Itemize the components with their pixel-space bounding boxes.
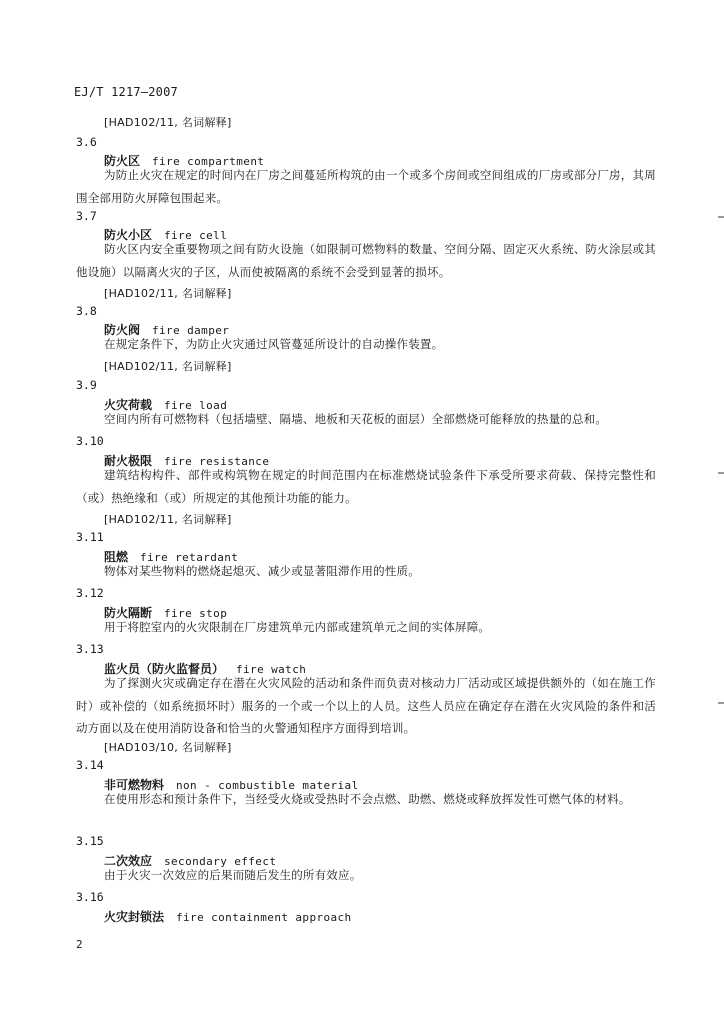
page-number: 2	[76, 938, 83, 951]
entry-number: 3.8	[76, 304, 97, 318]
term-en: secondary effect	[164, 855, 277, 868]
entry-definition: 建筑结构构件、部件或构筑物在规定的时间范围内在标准燃烧试验条件下承受所要求荷载、保持完整性和（或）热绝缘和（或）所规定的其他预计功能的能力。	[76, 468, 656, 505]
entry-number: 3.15	[76, 834, 104, 848]
entry-definition: 在使用形态和预计条件下，当经受火烧或受热时不会点燃、助燃、燃烧或释放挥发性可燃气体的材料。	[104, 792, 631, 806]
term-cn: 阻燃	[104, 550, 129, 564]
entry-definition: 为防止火灾在规定的时间内在厂房之间蔓延所构筑的由一个或多个房间或空间组成的厂房或部分厂房，其周围全部用防火屏障包围起来。	[76, 168, 656, 205]
entry-number: 3.16	[76, 890, 104, 904]
term-cn: 二次效应	[104, 854, 153, 868]
entry-definition: 防火区内安全重要物项之间有防火设施（如限制可燃物料的数量、空间分隔、固定灭火系统、防火涂层或其他设施）以隔离火灾的子区，从而使被隔离的系统不会受到显著的损坏。	[76, 242, 656, 279]
entry-number: 3.6	[76, 135, 97, 149]
entry-reference: [HAD103/10, 名词解释]	[104, 741, 232, 754]
term-en: fire resistance	[164, 455, 270, 468]
entry-definition: 用于将腔室内的火灾限制在厂房建筑单元内部或建筑单元之间的实体屏障。	[104, 620, 491, 634]
term-en: fire watch	[236, 663, 307, 676]
scan-edge-mark	[718, 472, 724, 474]
term-en: fire containment approach	[176, 911, 352, 924]
entry-definition: 由于火灾一次效应的后果而随后发生的所有效应。	[104, 868, 362, 882]
reference-top: [HAD102/11, 名词解释]	[104, 116, 232, 129]
term-en: fire damper	[152, 324, 230, 337]
entry-number: 3.11	[76, 530, 104, 544]
entry-reference: [HAD102/11, 名词解释]	[104, 513, 232, 526]
term-cn: 防火小区	[104, 228, 153, 242]
term-en: fire cell	[164, 229, 228, 242]
term-en: fire compartment	[152, 155, 265, 168]
term-cn: 防火阀	[104, 323, 141, 337]
term-cn: 防火区	[104, 154, 141, 168]
term-cn: 火灾荷载	[104, 398, 153, 412]
entry-definition: 在规定条件下，为防止火灾通过风管蔓延所设计的自动操作装置。	[104, 337, 444, 351]
entry-definition: 物体对某些物料的燃烧起熄灭、减少或显著阻滞作用的性质。	[104, 564, 420, 578]
entry-number: 3.7	[76, 209, 97, 223]
entry-definition: 空间内所有可燃物料（包括墙壁、隔墙、地板和天花板的面层）全部燃烧可能释放的热量的总和。	[104, 412, 608, 426]
entry-number: 3.10	[76, 434, 104, 448]
term-en: fire load	[164, 399, 228, 412]
entry-definition: 为了探测火灾或确定存在潜在火灾风险的活动和条件而负责对核动力厂活动或区域提供额外的（如在施工作时）或补偿的（如系统损坏时）服务的一个或一个以上的人员。这些人员应在确定存在潜在火灾风险的条件和活动方面以及在使用消防设备和恰当的火警通知程序方面得到培训。	[76, 676, 656, 735]
standard-code-header: EJ/T 1217—2007	[74, 85, 178, 99]
term-cn: 监火员（防火监督员）	[104, 662, 225, 676]
entry-reference: [HAD102/11, 名词解释]	[104, 360, 232, 373]
term-cn: 非可燃物料	[104, 778, 165, 792]
entry-reference: [HAD102/11, 名词解释]	[104, 287, 232, 300]
term-en: fire retardant	[140, 551, 239, 564]
term-cn: 火灾封锁法	[104, 910, 165, 924]
entry-number: 3.14	[76, 758, 104, 772]
term-en: fire stop	[164, 607, 228, 620]
entry-number: 3.13	[76, 642, 104, 656]
term-cn: 防火隔断	[104, 606, 153, 620]
scan-edge-mark	[718, 702, 724, 704]
scan-edge-mark	[718, 216, 724, 218]
entry-number: 3.12	[76, 586, 104, 600]
entry-number: 3.9	[76, 378, 97, 392]
entry-term	[104, 908, 352, 925]
term-cn: 耐火极限	[104, 454, 153, 468]
term-en: non - combustible material	[176, 779, 359, 792]
